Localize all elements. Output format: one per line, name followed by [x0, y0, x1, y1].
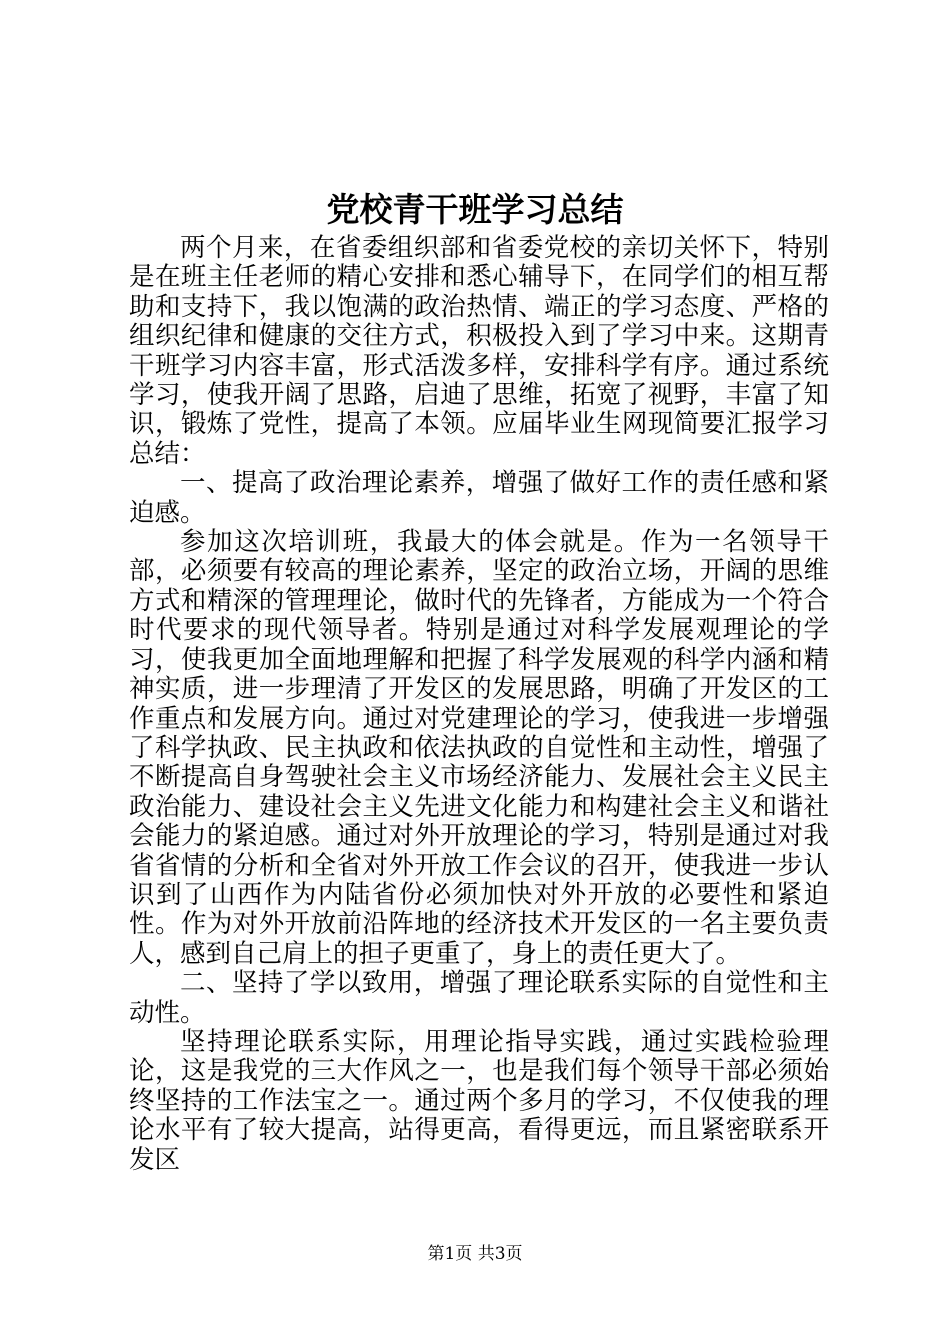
document-title: 党校青干班学习总结 [326, 190, 624, 229]
section-heading-1: 一、提高了政治理论素养，增强了做好工作的责任感和紧迫感。 [129, 468, 829, 528]
page-footer: 第1页 共3页 [427, 1244, 523, 1264]
paragraph: 两个月来，在省委组织部和省委党校的亲切关怀下，特别是在班主任老师的精心安排和悉心辅导下，在同学们的相互帮助和支持下，我以饱满的政治热情、端正的学习态度、严格的组织纪律和健康的交往方式，积极投入到了学习中来。这期青干班学习内容丰富，形式活泼多样，安排科学有序。通过系统学习，使我开阔了思路，启迪了思维，拓宽了视野，丰富了知识，锻炼了党性，提高了本领。应届毕业生网现简要汇报学习总结： [129, 233, 829, 469]
document-body [129, 234, 829, 1175]
paragraph: 坚持理论联系实际，用理论指导实践，通过实践检验理论，这是我党的三大作风之一，也是我们每个领导干部必须始终坚持的工作法宝之一。通过两个多月的学习，不仅使我的理论水平有了较大提高，站得更高，看得更远，而且紧密联系开发区 [129, 1026, 829, 1175]
paragraph: 参加这次培训班，我最大的体会就是。作为一名领导干部，必须要有较高的理论素养，坚定的政治立场，开阔的思维方式和精深的管理理论，做时代的先锋者，方能成为一个符合时代要求的现代领导者。特别是通过对科学发展观理论的学习，使我更加全面地理解和把握了科学发展观的科学内涵和精神实质，进一步理清了开发区的发展思路，明确了开发区的工作重点和发展方向。通过对党建理论的学习，使我进一步增强了科学执政、民主执政和依法执政的自觉性和主动性，增强了不断提高自身驾驶社会主义市场经济能力、发展社会主义民主政治能力、建设社会主义先进文化能力和构建社会主义和谐社会能力的紧迫感。通过对外开放理论的学习，特别是通过对我省省情的分析和全省对外开放工作会议的召开，使我进一步认识到了山西作为内陆省份必须加快对外开放的必要性和紧迫性。作为对外开放前沿阵地的经济技术开发区的一名主要负责人，感到自己肩上的担子更重了，身上的责任更大了。 [129, 527, 829, 969]
section-heading-2: 二、坚持了学以致用，增强了理论联系实际的自觉性和主动性。 [129, 968, 829, 1028]
